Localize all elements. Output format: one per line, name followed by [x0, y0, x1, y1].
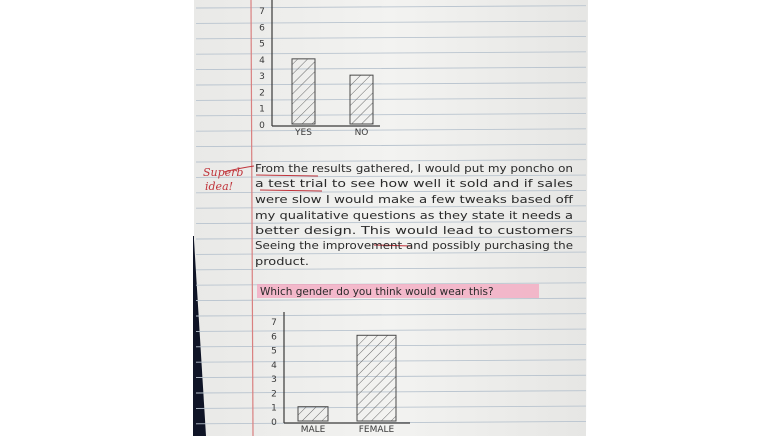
y-tick-label: 4	[271, 360, 277, 371]
y-tick-label: 1	[271, 403, 277, 414]
y-tick-label: 5	[259, 39, 265, 50]
paragraph-line: a test trial to see how well it sold and if sales	[255, 178, 573, 190]
y-tick-label: 7	[271, 318, 277, 328]
paragraph-line: were slow I would make a few tweaks based off	[255, 194, 574, 206]
y-tick-label: 1	[259, 104, 265, 115]
paragraph-line: From the results gathered, I would put my poncho on	[255, 163, 573, 175]
y-tick-label: 7	[259, 7, 265, 17]
bar-no	[350, 75, 373, 124]
bar-male	[298, 407, 328, 421]
y-tick-label: 6	[271, 332, 277, 343]
y-tick-label: 6	[259, 23, 265, 34]
category-label-no: NO	[354, 128, 369, 138]
question-text: Which gender do you think would wear this?	[260, 286, 494, 298]
y-tick-label: 3	[271, 375, 277, 386]
y-tick-label: 4	[259, 55, 265, 66]
y-tick-label: 0	[259, 121, 265, 131]
paragraph-line: Seeing the improvement and possibly purchasing the	[255, 240, 573, 252]
paragraph-line: better design. This would lead to customers	[255, 225, 573, 237]
category-label-male: MALE	[300, 425, 326, 435]
paragraph-line: my qualitative questions as they state it needs a	[255, 210, 573, 222]
margin-note-line2: idea!	[205, 180, 234, 193]
bar-female	[357, 335, 396, 421]
y-tick-label: 2	[259, 88, 265, 99]
margin-note-line1: Superb	[203, 166, 244, 179]
y-tick-label: 0	[271, 418, 277, 428]
bar-yes	[292, 59, 315, 124]
category-label-yes: YES	[295, 128, 312, 138]
y-tick-label: 2	[271, 389, 277, 400]
y-tick-label: 5	[271, 346, 277, 357]
y-tick-label: 3	[259, 72, 265, 83]
category-label-female: FEMALE	[358, 425, 395, 435]
paragraph-line: product.	[255, 256, 309, 268]
